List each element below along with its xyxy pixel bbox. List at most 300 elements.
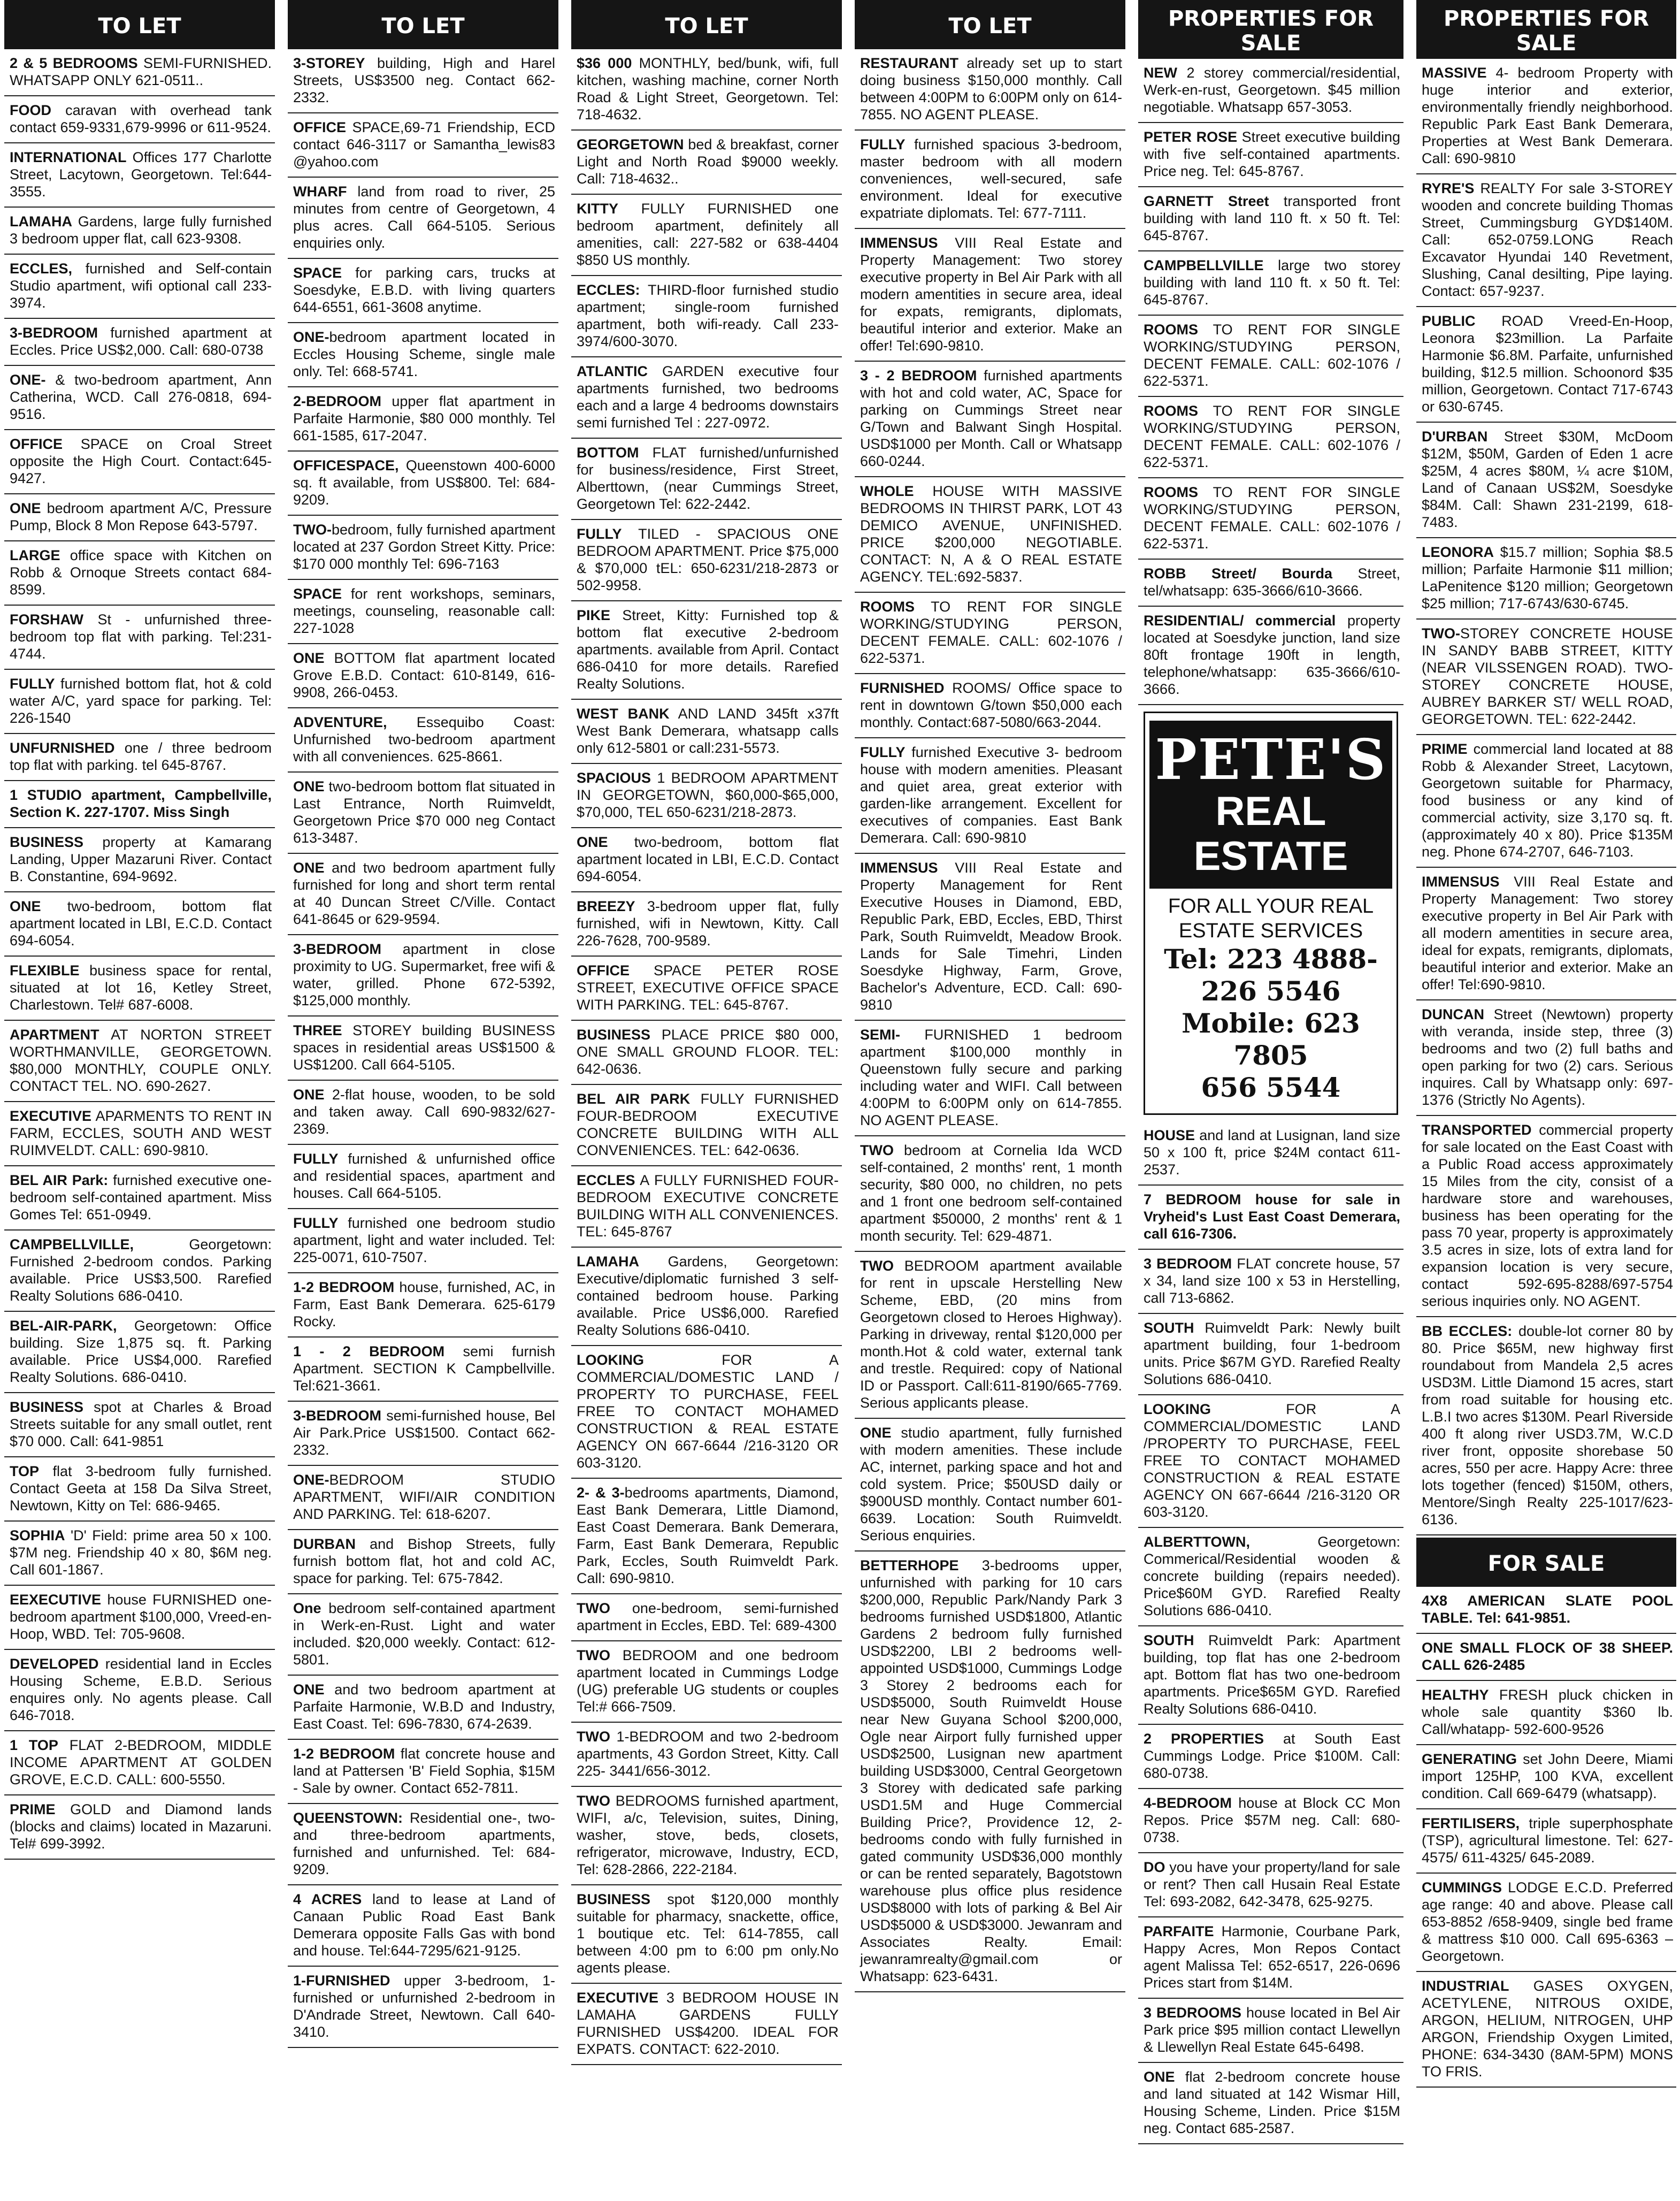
ad-lead: THREE	[293, 1022, 342, 1038]
ad-list	[571, 49, 842, 2065]
ad-lead: BB ECCLES:	[1422, 1323, 1513, 1339]
classified-ad	[288, 1804, 558, 1885]
ad-text: one-bedroom, semi-furnished apartment in Eccles, EBD. Tel: 689-4300	[577, 1600, 839, 1633]
ad-text: SPACE PETER ROSE STREET, EXECUTIVE OFFICE SPACE WITH PARKING. TEL: 645-8767.	[577, 962, 839, 1013]
classified-ad	[1138, 187, 1403, 251]
classified-ad	[4, 1166, 275, 1231]
ad-lead: PARFAITE	[1144, 1923, 1214, 1939]
ad-lead: FULLY	[860, 136, 906, 152]
classified-ad	[4, 1312, 275, 1393]
ad-text: triple superphosphate (TSP), agricultural limestone. Tel: 627-4575/ 611-4325/ 645-2089.	[1422, 1815, 1673, 1866]
classified-ad	[4, 606, 275, 670]
column-4	[855, 0, 1125, 1992]
ad-lead: 3-BEDROOM	[293, 941, 382, 957]
ad-text: land to lease at Land of Canaan Public Road East Bank Demerara opposite Falls Gas with bond and house. Tel:644-7295/621-9125.	[293, 1891, 555, 1959]
classified-ad	[1138, 316, 1403, 397]
ad-lead: PRIME	[10, 1801, 56, 1817]
ad-text: SEMI-FURNISHED. WHATSAPP ONLY 621-0511..	[10, 55, 272, 88]
ad-lead: INDUSTRIAL	[1422, 1978, 1509, 1994]
ad-text: St - unfurnished three-bedroom top flat with parking. Tel:231-4744.	[10, 612, 272, 662]
ad-text: house located in Bel Air Park price $95 million contact Llewellyn & Llewellyn Real Estate 645-6498.	[1144, 2005, 1401, 2055]
ad-lead: WHOLE	[860, 483, 914, 499]
ad-lead: ONE	[1144, 2069, 1175, 2085]
ad-text: bedrooms apartments, Diamond, East Bank Demerara, Little Diamond, East Coast Demerara. Bank Demerara, Farm, East Bank Demerara, Republic Park, Eccles, South Ruimveldt Park. Call: 690-9810.	[577, 1485, 839, 1586]
classified-ad	[4, 1457, 275, 1522]
classified-ad	[1416, 735, 1676, 868]
classified-ad	[1138, 1853, 1403, 1917]
ad-text: 2-flat house, wooden, to be sold and taken away. Call 690-9832/627-2369.	[293, 1087, 555, 1137]
ad-text: apartment in close proximity to UG. Supermarket, free wifi & water, grilled. Phone 672-5392, $125,000 monthly.	[293, 941, 555, 1008]
ad-text: for rent workshops, seminars, meetings, counseling, reasonable call: 227-1028	[293, 586, 555, 636]
classified-ad	[855, 674, 1125, 738]
ad-lead: One	[293, 1600, 321, 1616]
classified-ad	[1138, 1121, 1403, 1186]
ad-text: furnished apartment at Eccles. Price US$2,000. Call: 680-0738	[10, 325, 272, 358]
ad-text: FURNISHED 1 bedroom apartment $100,000 monthly in Queenstown fully secure and parking including water and WIFI. Call between 4:00PM to 6:00PM only on 614-7855. NO AGENT PLEASE.	[860, 1027, 1122, 1128]
classified-ad	[1138, 560, 1403, 607]
ad-lead: ONE	[293, 1087, 325, 1103]
ad-text: FLAT furnished/unfurnished for business/residence, First Street, Alberttown, (near Cummings Street, Georgetown Tel: 622-2442.	[577, 445, 839, 512]
ad-text: at South East Cummings Lodge. Price $100M. Call: 680-0738.	[1144, 1731, 1400, 1781]
classified-ad	[4, 255, 275, 319]
ad-text: and two bedroom apartment fully furnished for long and short term rental at 40 Duncan Street C/Ville. Contact 641-8645 or 629-9594.	[293, 860, 555, 927]
classified-ad	[4, 143, 275, 208]
classified-ad	[855, 1419, 1125, 1552]
classified-ad	[4, 1231, 275, 1312]
classified-ad	[1138, 478, 1403, 560]
classified-ad	[855, 131, 1125, 229]
ad-lead: BUSINESS	[577, 1891, 651, 1907]
classified-ad	[4, 1586, 275, 1650]
classified-ad	[571, 1594, 842, 1641]
ad-text: house at Block CC Mon Repos. Price $57M neg. Call: 680-0738.	[1144, 1795, 1400, 1845]
ad-lead: HEALTHY	[1422, 1687, 1489, 1703]
ad-lead: OFFICESPACE,	[293, 457, 399, 473]
classified-ad	[571, 1021, 842, 1085]
ad-lead: INTERNATIONAL	[10, 149, 127, 165]
ad-lead: SPACE	[293, 586, 342, 602]
ad-lead: OFFICE	[577, 962, 630, 979]
classified-ad	[4, 781, 275, 828]
logo-line2: REAL ESTATE	[1193, 789, 1348, 879]
ad-text: set John Deere, Miami import 125HP, 100 KVA, excellent condition. Call 669-6479 (whatsapp).	[1422, 1751, 1673, 1801]
ad-list	[4, 49, 275, 1860]
ad-text: FOR A COMMERCIAL/DOMESTIC LAND /PROPERTY TO PURCHASE, FEEL FREE TO CONTACT MOHAMED CONSTRUCTION & REAL ESTATE AGENCY ON 667-6644 /216-3120 OR 603-3120.	[1144, 1401, 1400, 1520]
ad-lead: TRANSPORTED	[1422, 1122, 1532, 1138]
ad-lead: PETER ROSE	[1144, 129, 1238, 145]
ad-lead: ONE	[10, 500, 41, 516]
ad-text: bedroom at Cornelia Ida WCD self-contained, 2 months' rent, 1 month security, $80 000, no children, no pets and 1 front one bedroom self-contained apartment $50000, 2 months' rent & 1 month security. Tel: 629-4871.	[860, 1142, 1122, 1244]
ad-text: semi furnish Apartment. SECTION K Campbellville. Tel:621-3661.	[293, 1343, 555, 1394]
ad-text: business space for rental, situated at lot 16, Ketley Street, Charlestown. Tel# 687-6008.	[10, 962, 272, 1013]
classified-ad	[4, 670, 275, 734]
ad-text: STOREY building BUSINESS spaces in residential areas US$1500 & US$1200. Call 664-5105.	[293, 1022, 555, 1073]
classified-ad	[1416, 423, 1676, 538]
ad-text: studio apartment, fully furnished with modern amenities. These include AC, internet, parking space and hot and cold system. Price; $50USD daily or $900USD monthly. Contact number 601-6639. Location: South Ruimveldt. Serious enquiries.	[860, 1425, 1122, 1543]
classified-ad	[1138, 123, 1403, 187]
classified-ad	[1416, 620, 1676, 735]
ad-lead: UNFURNISHED	[10, 740, 115, 756]
ad-lead: HOUSE	[1144, 1127, 1195, 1143]
ad-text: property at Kamarang Landing, Upper Mazaruni River. Contact B. Constantine, 694-9692.	[10, 834, 272, 884]
ad-list	[288, 49, 558, 2048]
ad-text: VIII Real Estate and Property Management: Two storey executive property in Bel Air Park with all modern amentities in secure area, ideal for expats, remigrants, diplomats, beautiful interior and exterior. Make an offer! Tel:690-9810.	[860, 235, 1122, 354]
column-6	[1416, 0, 1676, 2088]
classified-ad	[571, 520, 842, 601]
ad-text: double-lot corner 80 by 80. Price $65M, new highway first roundabout from Mandela 2,5 acres USD3M. Little Diamond 15 acres, start from road suitable for housing etc. L.B.I two acres $130M. Pearl Riverside 400 ft along river USD3.7M, W.C.D river front, opposite shorebase 50 acres, 550 per acre. Happy Acre: three lots together (fenced) $150M, others, Mentore/Singh Realty 225-1017/623-6136.	[1422, 1323, 1674, 1527]
ad-text: AT NORTON STREET WORTHMANVILLE, GEORGETOWN. $80,000 MONTHLY, COUPLE ONLY. CONTACT TEL. NO. 690-2627.	[10, 1027, 272, 1094]
ad-lead: 2-BEDROOM	[293, 393, 382, 409]
ad-lead: 3-STOREY	[293, 55, 365, 71]
classified-ad	[1138, 1999, 1403, 2063]
classified-ad	[571, 1166, 842, 1248]
classified-ad	[4, 892, 275, 957]
classified-ad	[1138, 59, 1403, 123]
ad-text: 4- bedroom Property with huge interior and exterior, environmentally friendly neighborhood. Republic Park East Bank Demerara, Properties at West Bank Demerara. Call: 690-9810	[1422, 65, 1673, 166]
ad-text: Street, tel/whatsapp: 635-3666/610-3666.	[1144, 565, 1400, 599]
ad-lead: SOUTH	[1144, 1632, 1194, 1648]
classified-ad	[855, 593, 1125, 674]
ad-lead: BREEZY	[577, 898, 635, 914]
classified-ad	[1416, 1317, 1676, 1535]
ad-lead: 2 PROPERTIES	[1144, 1731, 1264, 1747]
classified-ad	[1416, 538, 1676, 620]
ad-lead: PUBLIC	[1422, 313, 1476, 329]
ad-text: transported front building with land 110 ft. x 50 ft. Tel: 645-8767.	[1144, 193, 1400, 243]
ad-text: bedroom, fully furnished apartment located at 237 Gordon Street Kitty. Price: $170 000 monthly Tel: 696-7163	[293, 522, 555, 572]
ad-text: two-bedroom, bottom flat apartment located in LBI, E.C.D. Contact 694-6054.	[10, 898, 272, 949]
ad-text: and Bishop Streets, fully furnish bottom flat, hot and cold AC, space for parking. Tel: 675-7842.	[293, 1536, 555, 1586]
classified-ad	[288, 452, 558, 516]
classified-ad	[1138, 1528, 1403, 1626]
ad-lead: 1 TOP	[10, 1737, 58, 1753]
ad-text: Georgetown: Furnished 2-bedroom condos. Parking available. Price US$3,500. Rarefied Realty Solutions 686-0410.	[10, 1236, 272, 1304]
classified-ad	[571, 1787, 842, 1885]
ad-lead: ONE-	[293, 1472, 329, 1488]
ad-lead: TWO	[577, 1729, 610, 1745]
ad-lead: CUMMINGS	[1422, 1879, 1502, 1896]
ad-lead: ONE	[293, 778, 325, 794]
ad-lead: ROOMS	[1144, 322, 1199, 338]
ad-lead: BOTTOM	[577, 445, 639, 461]
ad-lead: ECCLES,	[10, 261, 73, 277]
ad-text: HOUSE WITH MASSIVE BEDROOMS IN THIRST PARK, LOT 43 DEMICO AVENUE, UNFINISHED. PRICE $200,000 NEGOTIABLE. CONTACT: N, A & O REAL ESTATE AGENCY. TEL:692-5837.	[860, 483, 1122, 585]
ad-text: upper flat apartment in Parfaite Harmonie, $80 000 monthly. Tel 661-1585, 617-2047.	[293, 393, 555, 444]
classified-ad	[1416, 1972, 1676, 2088]
classified-ad	[1416, 1745, 1676, 1809]
ad-lead: 1 STUDIO apartment, Campbellville, Section K. 227-1707. Miss Singh	[10, 787, 272, 820]
ad-lead: RYRE'S	[1422, 180, 1475, 196]
ad-lead: 1-FURNISHED	[293, 1973, 390, 1989]
section-header: TO LET	[855, 0, 1125, 49]
ad-text: REALTY For sale 3-STOREY wooden and concrete building Thomas Street, Cummingsburg GYD$140M. Call: 652-0759.LONG Reach Excavator Hyundai 140 Revetment, Slushing, Canal desilting, Pipe laying. Contact: 657-9237.	[1422, 180, 1673, 299]
ad-text: Georgetown: Office building. Size 1,875 sq. ft. Parking available. Price US$4,000. Rarefied Realty Solutions. 686-0410.	[10, 1318, 272, 1385]
classified-ad	[1138, 1250, 1403, 1314]
classified-ad	[288, 1740, 558, 1804]
section-header: PROPERTIES FOR SALE	[1138, 0, 1403, 59]
ad-lead: 3 - 2 BEDROOM	[860, 368, 977, 384]
ad-lead: LAMAHA	[577, 1254, 639, 1270]
section-header: TO LET	[571, 0, 842, 49]
classified-ad	[1416, 868, 1676, 1000]
ad-text: building, High and Harel Streets, US$3500 neg. Contact 662-2332.	[293, 55, 555, 105]
ad-text: flat 2-bedroom concrete house and land situated at 142 Wismar Hill, Housing Scheme, Linden. Price $15M neg. Contact 685-2587.	[1144, 2069, 1400, 2136]
ad-lead: TWO-	[1422, 625, 1460, 641]
ad-list	[1138, 59, 1403, 705]
ad-lead: FULLY	[860, 744, 906, 760]
classified-ad	[288, 1081, 558, 1145]
ad-text: furnished apartments with hot and cold water, AC, Space for parking on Cummings Street near G/Town and Balwant Singh Hospital. USD$1000 per Month. Call or Whatsapp 660-0244.	[860, 368, 1122, 469]
ad-text: house, furnished, AC, in Farm, East Bank Demerara. 625-6179 Rocky.	[293, 1279, 555, 1329]
ad-text: Street (Newtown) property with veranda, inside step, three (3) bedrooms and two (2) full baths and open parking for two (2) cars. Serious inquires. Call by Whatsapp only: 697-1376 (Strictly No Agents).	[1422, 1006, 1673, 1108]
classified-ad	[288, 113, 558, 178]
ad-lead: ONE	[293, 860, 325, 876]
ad-lead: BEL-AIR-PARK,	[10, 1318, 117, 1334]
ad-text: Ruimveldt Park: Apartment building, top flat has one 2-bedroom apt. Bottom flat has two one-bedroom apartments. Price$65M GYD. Rarefied Realty Solutions 686-0410.	[1144, 1632, 1400, 1717]
ad-lead: FULLY	[293, 1215, 339, 1231]
logo-mobile: 656 5544	[1201, 1072, 1341, 1103]
classified-ad	[288, 178, 558, 259]
ad-lead: OFFICE	[293, 119, 346, 135]
ad-text: GASES OXYGEN, ACETYLENE, NITROUS OXIDE, ARGON, HELIUM, NITROGEN, UHP ARGON, Friendship Oxygen Limited, PHONE: 634-3430 (8AM-5PM) MONS TO FRIS.	[1422, 1978, 1673, 2080]
ad-text: furnished & unfurnished office and residential spaces, apartment and houses. Call 664-5105.	[293, 1151, 555, 1201]
ad-text: $15.7 million; Sophia $8.5 million; Parfaite Harmonie $11 million; LaPenitence $120 million; Georgetown $25 million; 717-6743/630-6745.	[1422, 544, 1673, 612]
ad-text: GOLD and Diamond lands (blocks and claims) located in Mazaruni. Tel# 699-3992.	[10, 1801, 272, 1852]
ad-lead: $36 000	[577, 55, 632, 71]
ad-lead: NEW	[1144, 65, 1177, 81]
ad-text: 2 storey commercial/residential, Werk-en-rust, Georgetown. $45 million negotiable. Whatsapp 657-3053.	[1144, 65, 1400, 115]
ad-lead: DO	[1144, 1859, 1165, 1875]
classified-ad	[1138, 1626, 1403, 1725]
classified-ad	[1416, 59, 1676, 174]
classified-ad	[288, 387, 558, 452]
classified-ad	[571, 49, 842, 131]
column-2	[288, 0, 558, 2048]
ad-text: TILED - SPACIOUS ONE BEDROOM APARTMENT. Price $75,000 & $70,000 tEL: 650-6231/218-2873 or 502-9958.	[577, 526, 839, 593]
ad-lead: FULLY	[10, 676, 55, 692]
section-header-for-sale: FOR SALE	[1416, 1538, 1676, 1587]
ad-lead: 2 & 5 BEDROOMS	[10, 55, 138, 71]
classified-ad	[288, 1338, 558, 1402]
logo-telephone: 226 5546	[1201, 975, 1341, 1007]
classified-ad	[1416, 1809, 1676, 1874]
ad-lead: FLEXIBLE	[10, 962, 80, 979]
ad-lead: LARGE	[10, 547, 60, 563]
ad-text: and land at Lusignan, land size 50 x 100 ft, price $24M contact 611-2537.	[1144, 1127, 1400, 1178]
ad-lead: FULLY	[577, 526, 622, 542]
ad-lead: IMMENSUS	[860, 860, 938, 876]
classified-ad	[4, 49, 275, 96]
ad-text: bedroom apartment A/C, Pressure Pump, Block 8 Mon Repose 643-5797.	[10, 500, 272, 533]
classified-ad	[4, 366, 275, 430]
classified-ad	[288, 1466, 558, 1530]
ad-text: FULLY FURNISHED FOUR-BEDROOM EXECUTIVE CONCRETE BUILDING WITH ALL CONVENIENCES. TEL: 642-0636.	[577, 1091, 839, 1158]
classified-ad	[4, 828, 275, 892]
ad-text: furnished one bedroom studio apartment, light and water included. Tel: 225-0071, 610-7507.	[293, 1215, 555, 1265]
classified-ad	[4, 541, 275, 606]
ad-lead: TWO	[860, 1142, 894, 1158]
ad-lead: CAMPBELLVILLE	[1144, 257, 1264, 273]
ad-text: BEDROOM STUDIO APARTMENT, WIFI/AIR CONDITION AND PARKING. Tel: 618-6207.	[293, 1472, 555, 1522]
ad-text: Ruimveldt Park: Newly built apartment building, four 1-bedroom units. Price $67M GYD. Rarefied Realty Solutions 686-0410.	[1144, 1320, 1400, 1387]
ad-text: commercial land located at 88 Robb & Alexander Street, Lacytown, Georgetown suitable for Pharmacy, food business or any kind of commercial activity, size 3,170 sq. ft. (approximately 40 x 80). Price $135M neg. Phone 674-2707, 646-7103.	[1422, 741, 1673, 860]
ad-text: PLACE PRICE $80 000, ONE SMALL GROUND FLOOR. TEL: 642-0636.	[577, 1027, 839, 1077]
ad-lead: IMMENSUS	[1422, 874, 1500, 890]
ad-text: ROOMS/ Office space to rent in downtown G/town $50,000 each monthly. Contact:687-5080/663-2044.	[860, 680, 1122, 730]
classified-ad	[288, 323, 558, 387]
classified-ad	[1138, 397, 1403, 478]
ad-text: TO RENT FOR SINGLE WORKING/STUDYING PERSON, DECENT FEMALE. CALL: 602-1076 / 622-5371.	[1144, 484, 1400, 552]
classified-ad	[855, 1136, 1125, 1252]
classified-ad	[4, 430, 275, 494]
ad-list	[1416, 1587, 1676, 2088]
classified-ad	[4, 1522, 275, 1586]
classified-ad	[1138, 1789, 1403, 1853]
ad-lead: D'URBAN	[1422, 429, 1488, 445]
ad-lead: TOP	[10, 1463, 40, 1479]
classified-ad	[571, 1346, 842, 1479]
ad-text: semi-furnished house, Bel Air Park.Price US$1500. Contact 662-2332.	[293, 1408, 555, 1458]
ad-lead: GENERATING	[1422, 1751, 1517, 1767]
classified-ad	[1416, 1634, 1676, 1681]
ad-text: house FURNISHED one-bedroom apartment $100,000, Vreed-en-Hoop, WBD. Tel: 705-9608.	[10, 1592, 272, 1642]
ad-lead: CAMPBELLVILLE,	[10, 1236, 134, 1252]
ad-lead: FURNISHED	[860, 680, 945, 696]
classified-ad	[288, 854, 558, 935]
ad-text: land from road to river, 25 minutes from centre of Georgetown, 4 plus acres. Call 664-5105. Serious enquiries only.	[293, 184, 555, 251]
ad-lead: ONE	[10, 898, 41, 914]
ad-lead: EXECUTIVE	[10, 1108, 92, 1124]
ad-lead: RESTAURANT	[860, 55, 958, 71]
logo-wordmark	[1149, 721, 1392, 889]
classified-ad	[4, 1393, 275, 1457]
ad-text: 1 BEDROOM APARTMENT IN GEORGETOWN, $60,000-$65,000, $70,000, TEL 650-6231/218-2873.	[577, 770, 839, 820]
ad-list	[1416, 59, 1676, 1535]
ad-lead: ONE-	[293, 329, 329, 345]
ad-lead: TWO	[577, 1600, 610, 1616]
classified-ad	[855, 477, 1125, 593]
classified-ad	[1416, 1000, 1676, 1116]
ad-text: 3-bedrooms upper, unfurnished with parking for 10 cars $200,000, Republic Park/Nandy Park 3 bedrooms furnished USD$1800, Atlantic Gardens 2 bedroom fully furnished USD$2200, LBI 2 bedrooms well-appointed USD$1000, Cummings Lodge 3 Storey 2 bedrooms each for USD$5000, South Ruimveldt House near New Guyana School $200,000, Ogle near Airport fully furnished upper USD$2500, Lusignan new apartment building USD$3000, Central Georgetown 3 Storey with dedicated safe parking USD1.5M and Huge Commercial Building Price?, Providence 12, 2- bedrooms condo with fully furnished in gated community USD$36,000 monthly or can be rented separately, Bagotstown warehouse plus office plus residence USD$8000 with lots of parking & Bel Air USD$5000 & USD$3000. Jewanram and Associates Realty. Email: jewanramrealty@gmail.com or Whatsapp: 623-6431.	[860, 1557, 1122, 1984]
ad-text: and two bedroom apartment at Parfaite Harmonie, W.B.D and Industry, East Coast. Tel: 696-7830, 674-2639.	[293, 1682, 555, 1732]
logo-telephone: Tel: 223 4888-	[1164, 943, 1378, 975]
ad-text: Queenstown 400-6000 sq. ft available, from US$800. Tel: 684-9209.	[293, 457, 555, 508]
classified-ad	[4, 208, 275, 255]
ad-lead: ATLANTIC	[577, 363, 648, 379]
classified-ad	[288, 1273, 558, 1338]
classified-ad	[4, 1731, 275, 1795]
classified-ad	[4, 1650, 275, 1731]
ad-lead: DEVELOPED	[10, 1656, 99, 1672]
ad-text: Street executive building with five self-contained apartments. Price neg. Tel: 645-8767.	[1144, 129, 1400, 179]
ad-text: commercial property for sale located on the East Coast with a Public Road access approximately 15 Miles from the city, consist of a hardware store and warehouses, business has been operating for the pass 70 year, property is approximately 3.5 acres in size, lots of extra land for expansion location is very secure, contact 592-695-8288/697-5754 serious inquiries only. NO AGENT.	[1422, 1122, 1673, 1309]
ad-text: caravan with overhead tank contact 659-9331,679-9996 or 611-9524.	[10, 102, 272, 135]
classified-ad	[4, 1021, 275, 1102]
ad-text: VIII Real Estate and Property Management: Two storey executive property in Bel Air Park with all modern amentities in secure area, ideal for expats, remigrants, diplomats, beautiful interior and exterior. Make an offer! Tel:690-9810.	[1422, 874, 1673, 992]
ad-text: bed & breakfast, corner Light and North Road $9000 weekly. Call: 718-4632..	[577, 136, 839, 187]
ad-text: BEDROOM apartment available for rent in upscale Herstelling New Scheme, EBD, (20 mins from Georgetown closed to Heroes Highway). Parking in driveway, rental $120,000 per month.Hot & cold water, external tank and trestle. Required: copy of National ID or Passport. Call:611-8190/665-7769. Serious applicants please.	[860, 1258, 1122, 1411]
ad-text: MONTHLY, bed/bunk, wifi, full kitchen, washing machine, corner North Road & Light Street, Georgetown. Tel: 718-4632.	[577, 55, 839, 123]
ad-lead: ONE SMALL FLOCK OF 38 SHEEP. CALL 626-2485	[1422, 1640, 1673, 1673]
ad-lead: TWO	[577, 1647, 610, 1663]
ad-lead: ONE	[293, 1682, 325, 1698]
classified-ad	[1416, 1587, 1676, 1634]
ad-list	[855, 49, 1125, 1992]
ad-lead: FORSHAW	[10, 612, 83, 628]
ad-lead: 1-2 BEDROOM	[293, 1279, 395, 1295]
ad-text: residential land in Eccles Housing Scheme, E.B.D. Serious enquires only. No agents please. Call 646-7018.	[10, 1656, 272, 1723]
ad-text: bedroom apartment located in Eccles Housing Scheme, single male only. Tel: 668-5741.	[293, 329, 555, 379]
logo-tagline: FOR ALL YOUR REAL	[1168, 895, 1374, 918]
classified-ad	[1416, 307, 1676, 423]
ad-text: SPACE,69-71 Friendship, ECD contact 646-3117 or Samantha_lewis83 @yahoo.com	[293, 119, 555, 170]
section-header: PROPERTIES FOR SALE	[1416, 0, 1676, 59]
classified-ad	[571, 1479, 842, 1594]
ad-text: 1-BEDROOM and two 2-bedroom apartments, 43 Gordon Street, Kitty. Call 225- 3441/656-3012.	[577, 1729, 839, 1779]
ad-lead: FERTILISERS,	[1422, 1815, 1520, 1831]
classified-ad	[4, 1795, 275, 1860]
ad-lead: KITTY	[577, 201, 618, 217]
classified-ad	[288, 259, 558, 323]
ad-lead: ROOMS	[860, 599, 915, 615]
ad-lead: BEL AIR Park:	[10, 1172, 109, 1188]
ad-lead: 1 - 2 BEDROOM	[293, 1343, 445, 1359]
ad-lead: FULLY	[293, 1151, 339, 1167]
ad-text: furnished spacious 3-bedroom, master bedroom with all modern conveniences, well-secured, safe environment. Ideal for executive expatriate diplomats. Tel: 677-7111.	[860, 136, 1122, 221]
ad-lead: ONE	[577, 834, 608, 850]
ad-lead: ECCLES	[577, 1172, 635, 1188]
classified-ad	[855, 49, 1125, 131]
ad-lead: BUSINESS	[10, 1399, 84, 1415]
ad-text: APARMENTS TO RENT IN FARM, ECCLES, SOUTH AND WEST RUIMVELDT. CALL: 690-9810.	[10, 1108, 272, 1158]
classified-ad	[4, 957, 275, 1021]
ad-lead: 2- & 3-	[577, 1485, 625, 1501]
column-1	[4, 0, 275, 1860]
ad-text: VIII Real Estate and Property Management for Rent Executive Houses in Diamond, EBD, Republic Park, EBD, Eccles, EBD, Thirst Park, South Ruimveldt, Meadow Brook. Lands for Sale Timehri, Linden Soesdyke Highway, Farm, Grove, Bachelor's Adventure, ECD. Call: 690-9810	[860, 860, 1122, 1013]
ad-text: Street $30M, McDoom $12M, $50M, Garden of Eden 1 acre $25M, 4 acres $80M, ¼ acre $10M, Land of Canaan US$2M, Soesdyke $84M. Call: Shawn 231-2199, 618-7483.	[1422, 429, 1673, 530]
classified-ad	[1138, 1917, 1403, 1999]
classified-ad	[855, 1252, 1125, 1419]
classified-ad	[571, 131, 842, 195]
classified-ad	[4, 96, 275, 143]
ad-lead: 3 BEDROOMS	[1144, 2005, 1241, 2021]
ad-text: furnished and Self-contain Studio apartment, wifi optional call 233-3974.	[10, 261, 272, 311]
ad-lead: MASSIVE	[1422, 65, 1487, 81]
ad-lead: DUNCAN	[1422, 1006, 1484, 1022]
ad-lead: BUSINESS	[577, 1027, 651, 1043]
classified-ad	[571, 764, 842, 828]
ad-text: for parking cars, trucks at Soesdyke, E.B.D. with living quarters 644-6551, 661-3608 anytime.	[293, 265, 555, 315]
ad-lead: IMMENSUS	[860, 235, 938, 251]
ad-lead: RESIDENTIAL/ commercial	[1144, 613, 1336, 629]
ad-text: spot at Charles & Broad Streets suitable for any small outlet, rent $70 000. Call: 641-9851	[10, 1399, 272, 1449]
ad-text: GARDEN executive four apartments furnished, two bedrooms each and a large 4 bedrooms downstairs semi furnished Tel : 227-0972.	[577, 363, 839, 431]
ad-text: 'D' Field: prime area 50 x 100. $7M neg. Friendship 40 x 80, $6M neg. Call 601-1867.	[10, 1527, 272, 1578]
classified-ad	[288, 1402, 558, 1466]
classified-ad	[288, 1967, 558, 2048]
classified-ad	[288, 580, 558, 644]
ad-lead: PIKE	[577, 607, 611, 623]
ad-lead: ROBB Street/ Bourda	[1144, 565, 1332, 582]
ad-lead: LEONORA	[1422, 544, 1494, 560]
classified-ad	[571, 1885, 842, 1984]
ad-text: bedroom self-contained apartment in Werk-en-Rust. Light and water included. $20,000 weekly. Contact: 612-5801.	[293, 1600, 555, 1668]
ad-lead: SOPHIA	[10, 1527, 65, 1543]
ad-text: FLAT 2-BEDROOM, MIDDLE INCOME APARTMENT AT GOLDEN GROVE, E.C.D. CALL: 600-5550.	[10, 1737, 272, 1787]
ad-lead: EXECUTIVE	[577, 1990, 659, 2006]
classified-ad	[571, 957, 842, 1021]
classified-ad	[571, 601, 842, 700]
